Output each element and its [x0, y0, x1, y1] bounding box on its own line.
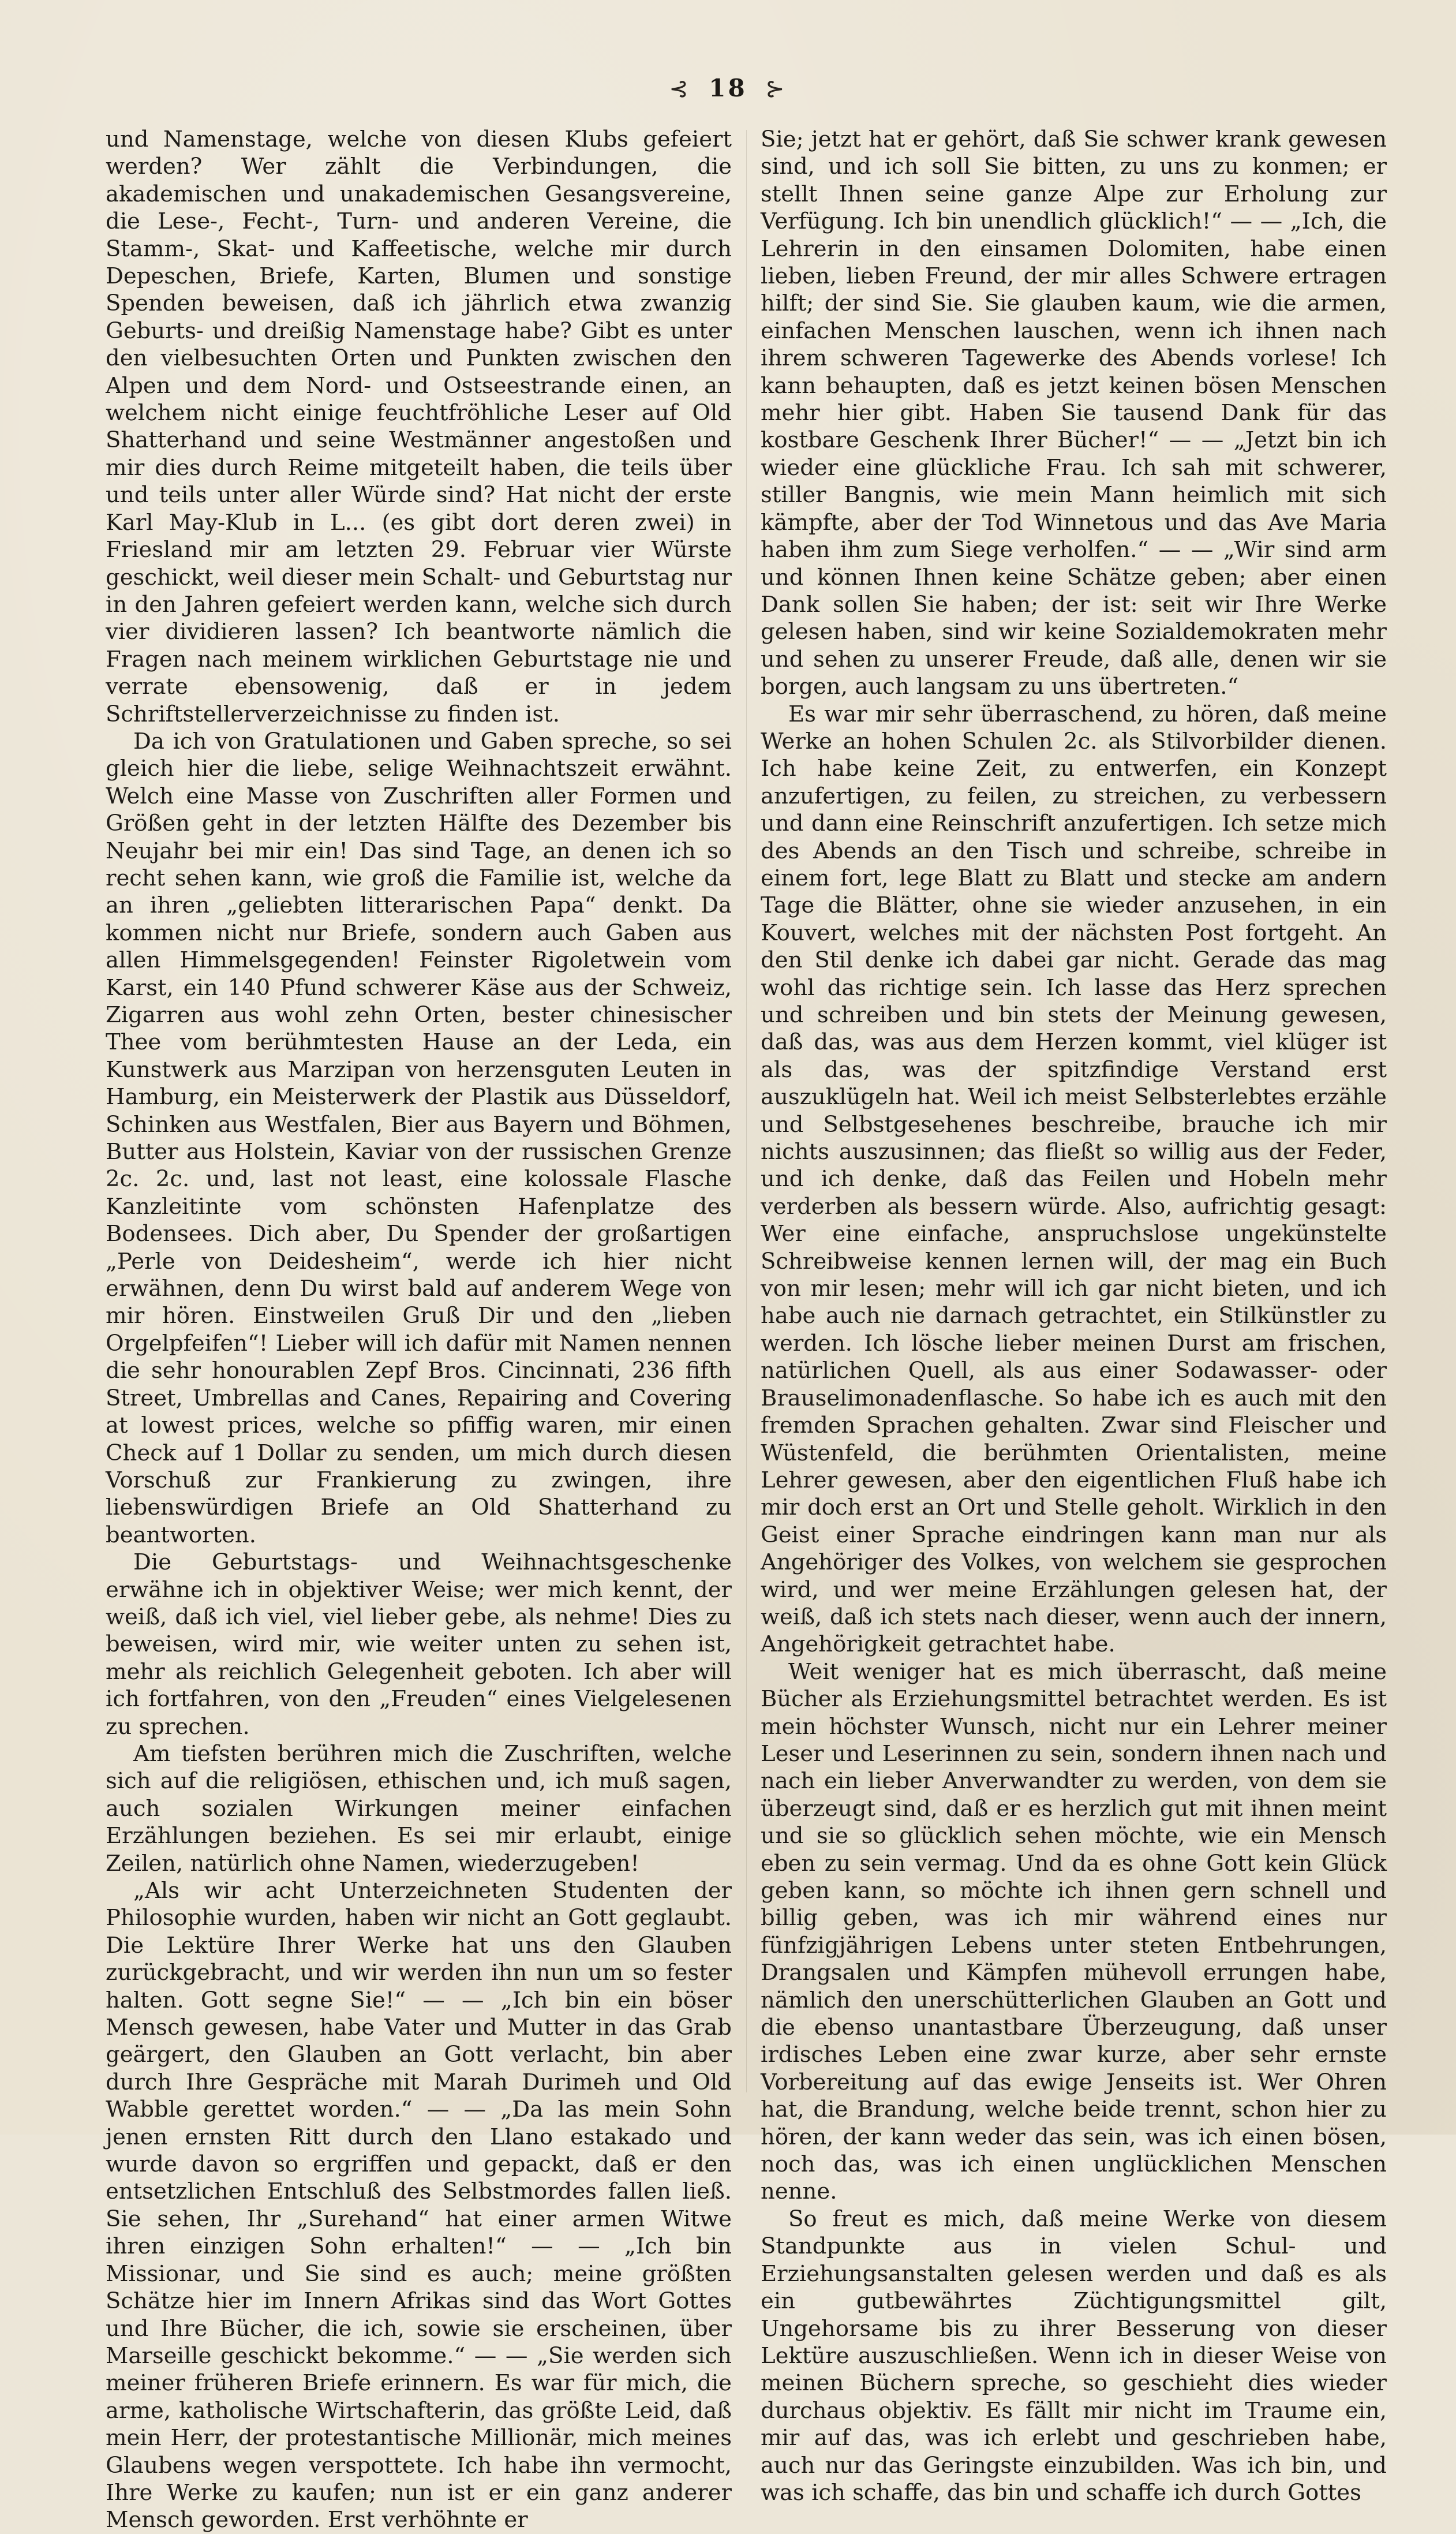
- left-ornament-icon: ⊰: [669, 76, 691, 102]
- paragraph: Am tiefsten berühren mich die Zuschriften, welche sich auf die religiösen, ethischen und, ich muß sagen, auch sozialen Wirkungen meiner einfachen Erzählungen beziehen. Es sei mir erlaubt, einige Zeilen, natürlich ohne Namen, wiederzugeben!: [106, 1740, 732, 1877]
- paragraph: Die Geburtstags- und Weihnachtsgeschenke erwähne ich in objektiver Weise; wer mich kennt, der weiß, daß ich viel, viel lieber gebe, als nehme! Dies zu beweisen, wird mir, wie weiter unten zu sehen ist, mehr als reichlich Gelegenheit geboten. Ich aber will ich fortfahren, von den „Freuden“ eines Vielgelesenen zu sprechen.: [106, 1549, 732, 1740]
- right-column: [761, 126, 1387, 2506]
- paragraph: Es war mir sehr überraschend, zu hören, daß meine Werke an hohen Schulen 2c. als Stilvorbilder dienen. Ich habe keine Zeit, zu entwerfen, ein Konzept anzufertigen, zu feilen, zu streichen, zu verbessern und dann eine Reinschrift anzufertigen. Ich setze mich des Abends an den Tisch und schreibe, schreibe in einem fort, lege Blatt zu Blatt und stecke am andern Tage die Blätter, ohne sie wieder anzusehen, in ein Kouvert, welches mit der nächsten Post fortgeht. An den Stil denke ich dabei gar nicht. Gerade das mag wohl das richtige sein. Ich lasse das Herz sprechen und schreiben und bin stets der Meinung gewesen, daß das, was aus dem Herzen kommt, viel klüger ist als das, was der spitzfindige Verstand erst auszuklügeln hat. Weil ich meist Selbsterlebtes erzähle und Selbstgesehenes beschreibe, brauche ich mir nichts auszusinnen; das fließt so willig aus der Feder, und ich denke, daß das Feilen und Hobeln mehr verderben als bessern würde. Also, aufrichtig gesagt: Wer eine einfache, anspruchslose ungekünstelte Schreibweise kennen lernen will, der mag ein Buch von mir lesen; mehr will ich gar nicht bieten, und ich habe auch nie darnach getrachtet, ein Stilkünstler zu werden. Ich lösche lieber meinen Durst am frischen, natürlichen Quell, als aus einer Sodawasser- oder Brauselimonadenflasche. So habe ich es auch mit den fremden Sprachen gehalten. Zwar sind Fleischer und Wüstenfeld, die berühmten Orientalisten, meine Lehrer gewesen, aber den eigentlichen Fluß habe ich mir doch erst an Ort und Stelle geholt. Wirklich in den Geist einer Sprache eindringen kann man nur als Angehöriger des Volkes, von welchem sie gesprochen wird, und wer meine Erzählungen gelesen hat, der weiß, daß ich stets nach dieser, wenn auch der innern, Angehörigkeit getrachtet habe.: [761, 701, 1387, 1658]
- column-divider: [746, 130, 747, 2092]
- right-ornament-icon: ⊱: [765, 76, 787, 102]
- paragraph: So freut es mich, daß meine Werke von diesem Standpunkte aus in vielen Schul- und Erziehungsanstalten gelesen werden und daß es als ein gutbewährtes Züchtigungsmittel gilt, Ungehorsame bis zu ihrer Besserung von dieser Lektüre auszuschließen. Wenn ich in dieser Weise von meinen Büchern spreche, so geschieht dies wieder durchaus objektiv. Es fällt mir nicht im Traume ein, mir auf das, was ich erlebt und geschrieben habe, auch nur das Geringste einzubilden. Was ich bin, und was ich schaffe, das bin und schaffe ich durch Gottes: [761, 2206, 1387, 2506]
- page-number: 18: [709, 74, 747, 102]
- paragraph: „Als wir acht Unterzeichneten Studenten der Philosophie wurden, haben wir nicht an Gott geglaubt. Die Lektüre Ihrer Werke hat uns den Glauben zurückgebracht, und wir werden ihn nun um so fester halten. Gott segne Sie!“ — — „Ich bin ein böser Mensch gewesen, habe Vater und Mutter in das Grab geärgert, den Glauben an Gott verlacht, bin aber durch Ihre Gespräche mit Marah Durimeh und Old Wabble gerettet worden.“ — — „Da las mein Sohn jenen ernsten Ritt durch den Llano estakado und wurde davon so ergriffen und gepackt, daß er den entsetzlichen Entschluß des Selbstmordes fallen ließ. Sie sehen, Ihr „Surehand“ hat einer armen Witwe ihren einzigen Sohn erhalten!“ — — „Ich bin Missionar, und Sie sind es auch; meine größten Schätze hier im Innern Afrikas sind das Wort Gottes und Ihre Bücher, die ich, sowie sie erscheinen, über Marseille geschickt bekomme.“ — — „Sie werden sich meiner früheren Briefe erinnern. Es war für mich, die arme, katholische Wirtschafterin, das größte Leid, daß mein Herr, der protestantische Millionär, mich meines Glaubens wegen verspottete. Ich habe ihn vermocht, Ihre Werke zu kaufen; nun ist er ein ganz anderer Mensch geworden. Erst verhöhnte er: [106, 1878, 732, 2533]
- paragraph: Sie; jetzt hat er gehört, daß Sie schwer krank gewesen sind, und ich soll Sie bitten, zu uns zu konmen; er stellt Ihnen seine ganze Alpe zur Erholung zur Verfügung. Ich bin unendlich glücklich!“ — — „Ich, die Lehrerin in den einsamen Dolomiten, habe einen lieben, lieben Freund, der mir alles Schwere ertragen hilft; der sind Sie. Sie glauben kaum, wie die armen, einfachen Menschen lauschen, wenn ich ihnen nach ihrem schweren Tagewerke des Abends vorlese! Ich kann behaupten, daß es jetzt keinen bösen Menschen mehr hier gibt. Haben Sie tausend Dank für das kostbare Geschenk Ihrer Bücher!“ — — „Jetzt bin ich wieder eine glückliche Frau. Ich sah mit schwerer, stiller Bangnis, wie mein Mann heimlich mit sich kämpfte, aber der Tod Winnetous und das Ave Maria haben ihm zum Siege verholfen.“ — — „Wir sind arm und können Ihnen keine Schätze geben; aber einen Dank sollen Sie haben; der ist: seit wir Ihre Werke gelesen haben, sind wir keine Sozialdemokraten mehr und sehen zu unserer Freude, daß alle, denen wir sie borgen, auch langsam zu uns übertreten.“: [761, 126, 1387, 700]
- left-column: [106, 126, 732, 2533]
- paragraph: Da ich von Gratulationen und Gaben spreche, so sei gleich hier die liebe, selige Weihnachtszeit erwähnt. Welch eine Masse von Zuschriften aller Formen und Größen geht in der letzten Hälfte des Dezember bis Neujahr bei mir ein! Das sind Tage, an denen ich so recht sehen kann, wie groß die Familie ist, welche da an ihren „geliebten litterarischen Papa“ denkt. Da kommen nicht nur Briefe, sondern auch Gaben aus allen Himmelsgegenden! Feinster Rigoletwein vom Karst, ein 140 Pfund schwerer Käse aus der Schweiz, Zigarren aus wohl zehn Orten, bester chinesischer Thee vom berühmtesten Hause an der Leda, ein Kunstwerk aus Marzipan von herzensguten Leuten in Hamburg, ein Meisterwerk der Plastik aus Düsseldorf, Schinken aus Westfalen, Bier aus Bayern und Böhmen, Butter aus Holstein, Kaviar von der russischen Grenze 2c. 2c. und, last not least, eine kolossale Flasche Kanzleitinte vom schönsten Hafenplatze des Bodensees. Dich aber, Du Spender der großartigen „Perle von Deidesheim“, werde ich hier nicht erwähnen, denn Du wirst bald auf anderem Wege von mir hören. Einstweilen Gruß Dir und den „lieben Orgelpfeifen“! Lieber will ich dafür mit Namen nennen die sehr honourablen Zepf Bros. Cincinnati, 236 fifth Street, Umbrellas and Canes, Repairing and Covering at lowest prices, welche so pfiffig waren, mir einen Check auf 1 Dollar zu senden, um mich durch diesen Vorschuß zur Frankierung zu zwingen, ihre liebenswürdigen Briefe an Old Shatterhand zu beantworten.: [106, 728, 732, 1548]
- paragraph: Weit weniger hat es mich überrascht, daß meine Bücher als Erziehungsmittel betrachtet werden. Es ist mein höchster Wunsch, nicht nur ein Lehrer meiner Leser und Leserinnen zu sein, sondern ihnen nach und nach ein lieber Anverwandter zu werden, von dem sie überzeugt sind, daß er es herzlich gut mit ihnen meint und sie so glücklich sehen möchte, wie ein Mensch eben zu sein vermag. Und da es ohne Gott kein Glück geben kann, so möchte ich ihnen gern schnell und billig geben, was ich mir während eines nur fünfzigjährigen Lebens unter steten Entbehrungen, Drangsalen und Kämpfen mühevoll errungen habe, nämlich den unerschütterlichen Glauben an Gott und die ebenso unantastbare Überzeugung, daß unser irdisches Leben eine zwar kurze, aber sehr ernste Vorbereitung auf das ewige Jenseits ist. Wer Ohren hat, die Brandung, welche beide trennt, schon hier zu hören, der kann weder das sein, was ich einen bösen, noch das, was ich einen unglücklichen Menschen nenne.: [761, 1658, 1387, 2205]
- page-header: [0, 74, 1456, 102]
- paragraph: und Namenstage, welche von diesen Klubs gefeiert werden? Wer zählt die Verbindungen, die akademischen und unakademischen Gesangsvereine, die Lese-, Fecht-, Turn- und anderen Vereine, die Stamm-, Skat- und Kaffeetische, welche mir durch Depeschen, Briefe, Karten, Blumen und sonstige Spenden beweisen, daß ich jährlich etwa zwanzig Geburts- und dreißig Namenstage habe? Gibt es unter den vielbesuchten Orten und Punkten zwischen den Alpen und dem Nord- und Ostseestrande einen, an welchem nicht einige feuchtfröhliche Leser auf Old Shatterhand und seine Westmänner angestoßen und mir dies durch Reime mitgeteilt haben, die teils über und teils unter aller Würde sind? Hat nicht der erste Karl May-Klub in L... (es gibt dort deren zwei) in Friesland mir am letzten 29. Februar vier Würste geschickt, weil dieser mein Schalt- und Geburtstag nur in den Jahren gefeiert werden kann, welche sich durch vier dividieren lassen? Ich beantworte nämlich die Fragen nach meinem wirklichen Geburtstage nie und verrate ebensowenig, daß er in jedem Schriftstellerverzeichnisse zu finden ist.: [106, 126, 732, 727]
